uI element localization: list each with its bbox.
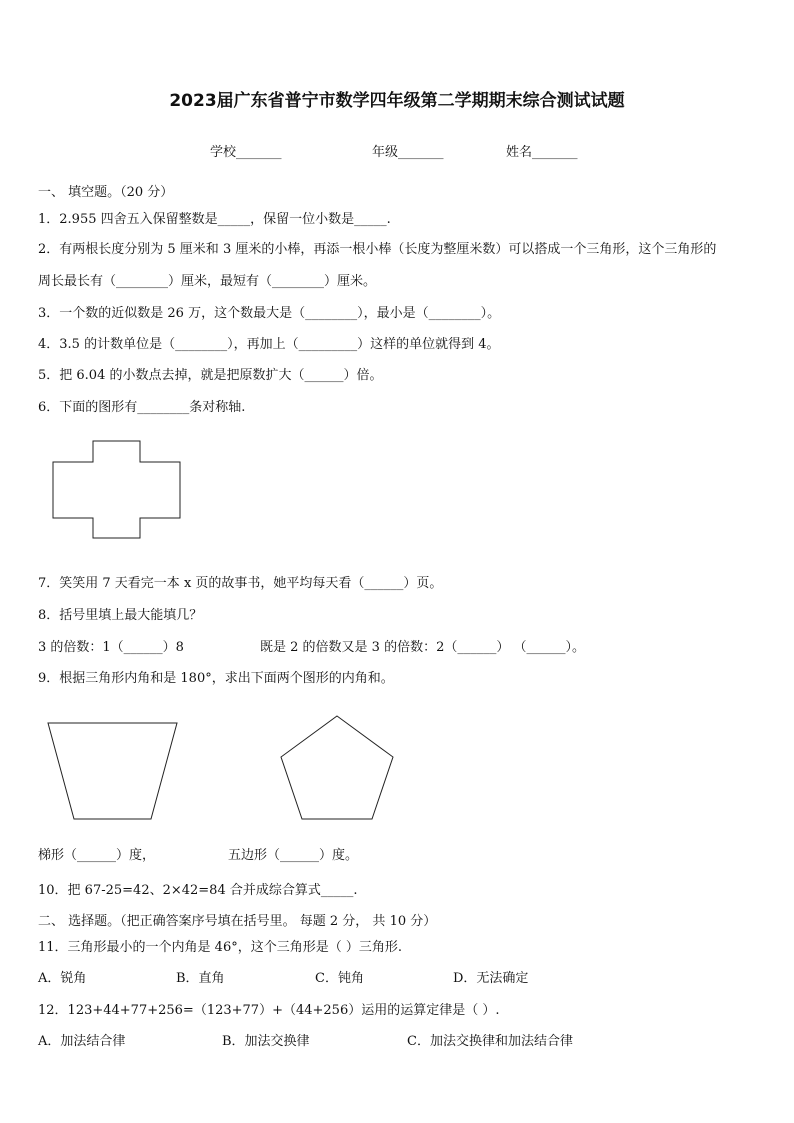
question-8-left: 3 的倍数：1（______）8 xyxy=(38,640,184,655)
pentagon-label: 五边形（______）度。 xyxy=(228,848,359,863)
question-11-option-d: D．无法确定 xyxy=(453,971,529,986)
question-11-stem: 11．三角形最小的一个内角是 46°，这个三角形是（ ）三角形. xyxy=(38,940,402,955)
question-12-option-a: A．加法结合律 xyxy=(38,1034,126,1049)
question-12-stem: 12．123+44+77+256=（123+77）+（44+256）运用的运算定律是（ ）. xyxy=(38,1003,500,1018)
school-field: 学校_______ xyxy=(210,145,282,160)
question-12-option-c: C．加法交换律和加法结合律 xyxy=(407,1034,573,1049)
section2-header: 二、 选择题。（把正确答案序号填在括号里。 每题 2 分， 共 10 分） xyxy=(38,914,437,929)
section1-header: 一、 填空题。（20 分） xyxy=(38,185,174,200)
grade-field: 年级_______ xyxy=(372,145,444,160)
question-3: 3．一个数的近似数是 26 万，这个数最大是（________），最小是（________）。 xyxy=(38,306,501,321)
page-title: 2023届广东省普宁市数学四年级第二学期期末综合测试试题 xyxy=(169,91,625,111)
question-9-stem: 9．根据三角形内角和是 180°，求出下面两个图形的内角和。 xyxy=(38,671,394,686)
cross-shape-figure xyxy=(52,440,182,540)
question-8-stem: 8．括号里填上最大能填几？ xyxy=(38,608,203,623)
question-5: 5．把 6.04 的小数点去掉，就是把原数扩大（______）倍。 xyxy=(38,368,383,383)
question-1: 1．2.955 四舍五入保留整数是_____，保留一位小数是_____. xyxy=(38,212,391,227)
question-6: 6．下面的图形有________条对称轴. xyxy=(38,400,246,415)
question-4: 4．3.5 的计数单位是（________），再加上（_________）这样的单位就得到 4。 xyxy=(38,337,500,352)
pentagon-figure xyxy=(279,715,395,821)
question-2-line1: 2．有两根长度分别为 5 厘米和 3 厘米的小棒，再添一根小棒（长度为整厘米数）可以搭成一个三角形，这个三角形的 xyxy=(38,242,717,257)
question-11-option-a: A．锐角 xyxy=(38,971,87,986)
question-2-line2: 周长最长有（________）厘米，最短有（________）厘米。 xyxy=(38,274,377,289)
question-10: 10．把 67-25=42、2×42=84 合并成综合算式_____. xyxy=(38,883,358,898)
question-11-option-c: C．钝角 xyxy=(315,971,364,986)
trapezoid-figure xyxy=(47,722,179,822)
question-7: 7．笑笑用 7 天看完一本 x 页的故事书，她平均每天看（______）页。 xyxy=(38,576,443,591)
question-11-option-b: B．直角 xyxy=(176,971,225,986)
trapezoid-label: 梯形（______）度， xyxy=(38,848,156,863)
question-8-right: 既是 2 的倍数又是 3 的倍数：2（______） （______）。 xyxy=(260,640,585,655)
question-12-option-b: B．加法交换律 xyxy=(222,1034,310,1049)
name-field: 姓名_______ xyxy=(506,145,578,160)
